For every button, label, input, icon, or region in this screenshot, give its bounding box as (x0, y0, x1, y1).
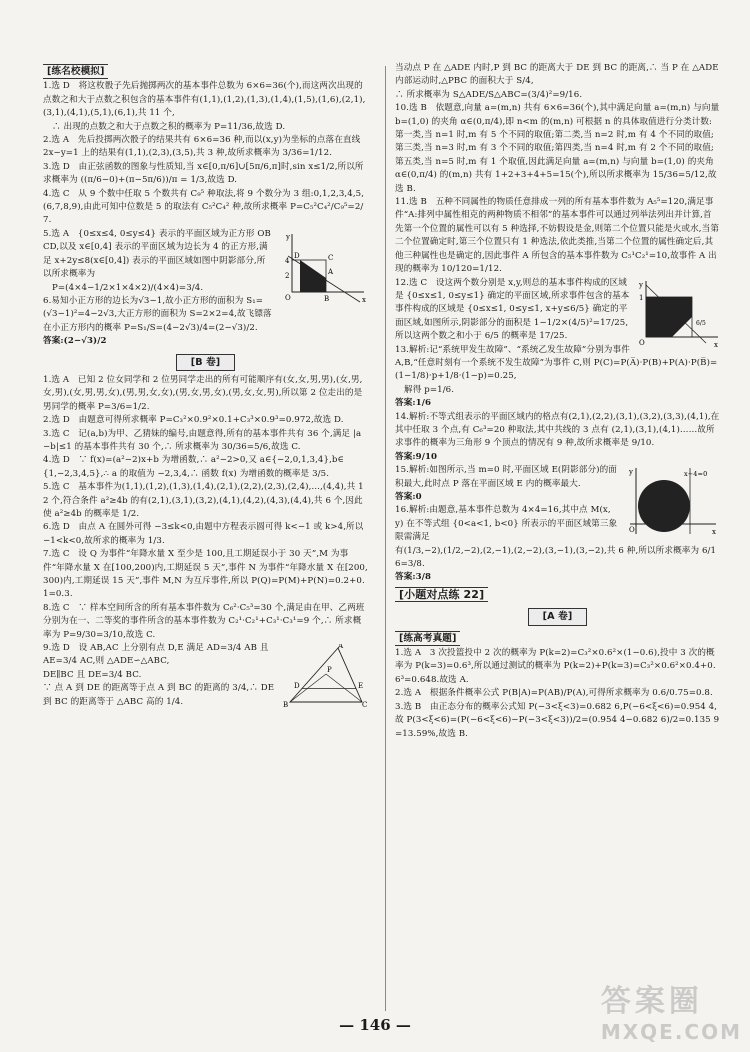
label-x: x (362, 295, 367, 304)
label-p: P (327, 666, 332, 675)
figure-q15-circle (624, 466, 720, 538)
solution-b7: 7.选 C 设 Q 为事件“年降水量 X 至少是 100,且工期延误小于 30 天”,M 为事件“年降水量 X 在[100,200)内,工期延误 5 天”,事件 N 为事件“年降水量 X 在[200,300)内,工期延误 15 天”,事件 M,N 为互斥事件,所以 P(Q)=P(M)+P(N)=0.2+0.1=0.3. (43, 549, 368, 600)
label-d: D (294, 682, 300, 691)
label-y: y (629, 468, 634, 477)
label-y: y (286, 232, 291, 241)
solution-a3: 3.选 B 由正态分布的概率公式知 P(−3<ξ<3)=0.682 6,P(−6<ξ<6)=0.954 4,故 P(3<ξ<6)=(P(−6<ξ<6)−P(−3<ξ<3))/2=(0.954 4−0.682 6)/2=0.135 9=13.59%,故选 B. (395, 701, 720, 739)
solution-10: 10.选 B 依题意,向量 a=(m,n) 共有 6×6=36(个),其中满足向量 a=(m,n) 与向量 b=(1,0) 的夹角 α∈(0,π/4),即 n<m 的(m,n) 可根据 n 的具体取值进行分类计数:第一类,当 n=1 时,m 有 5 个不同的取值;第二类,当 n=2 时,m 有 4 个不同的取值;第三类,当 n=3 时,m 有 3 个不同的取值;第四类,当 n=4 时,m 有 2 个不同的取值;第五类,当 n=5 时,m 有 1 个取值,因此满足向量 a=(m,n) 与向量 b=(1,0) 的夹角 α∈(0,π/4) 的(m,n) 共有 1+2+3+4+5=15(个),所以所求概率为 15/36=5/12,故选 B. (395, 103, 720, 194)
section-heading-school-practice: [练名校模拟] (43, 64, 108, 79)
label-e: E (358, 682, 364, 691)
solution-b9a: 9.选 D 设 AB,AC 上分别有点 D,E 满足 AD=3/4 AB 且 AE=3/4 AC,则 △ADE∽△ABC, (43, 643, 269, 667)
page-number: — 146 — (339, 1016, 411, 1034)
solution-b4: 4.选 D ∵ f(x)=(a²−2)x+b 为增函数,∴ a²−2>0,又 a∈{−2,0,1,3,4},b∈{1,−2,3,4,5},∴ a 的取值为 −2,3,4,∴ 函数 f(x) 为增函数的概率是 3/5. (43, 455, 344, 479)
solution-2: 2.选 A 先后投掷两次骰子的结果共有 6×6=36 种,而以(x,y)为坐标的点落在直线 2x−y=1 上的结果有(1,1),(2,3),(3,5),共 3 种,故所求概率为 3/36=1/12. (43, 135, 361, 159)
solution-16b: 有(1/3,−2),(1/2,−2),(2,−1),(2,−2),(3,−1),(3,−2),共 6 种,所以所求概率为 6/16=3/8. (395, 545, 717, 570)
label-c: C (328, 253, 334, 262)
solution-11: 11.选 B 五种不同属性的物质任意排成一列的所有基本事件数为 A₅⁵=120,满足事件“A:排列中属性相克的两种物质不相邻”的基本事件可以通过列举法列出并计算,首先第一个位置的属性可以有 5 种选择,不妨假设是金,则第二个位置只能是火或水,当第二个位置确定时,第三个位置只有 1 种选法,依此类推,当第二个位置的属性确定后,其他三种属性也是确定的,因此事件 A 所包含的基本事件数为 C₅¹C₂¹=10,故事件 A 出现的概率为 10/120=1/12. (395, 197, 720, 275)
section-heading-drill-22: [小题对点练 22] (395, 587, 488, 602)
solution-b6: 6.选 D 由点 A 在圆外可得 −3≤k<0,由题中方程表示圆可得 k<−1 或 k>4,所以 −1<k<0,故所求的概率为 1/3. (43, 522, 364, 546)
solution-5b: P=(4×4−1/2×1×4×2)/(4×4)=3/4. (52, 282, 204, 293)
solution-b9b: DE∥BC 且 DE=3/4 BC. (43, 669, 142, 680)
watermark-bottom: MXQE.COM (600, 1020, 742, 1044)
solution-b9c: ∵ 点 A 到 DE 的距离等于点 A 到 BC 的距离的 3/4,∴ DE 到 BC 的距离等于 △ABC 高的 1/4. (43, 683, 275, 707)
label-6-5: 6/5 (696, 319, 706, 327)
figure-q12-graph (636, 279, 720, 353)
label-x-minus-4: x−4=0 (684, 470, 708, 479)
solution-a1: 1.选 A 3 次投篮投中 2 次的概率为 P(k=2)=C₃²×0.6²×(1−0.6),投中 3 次的概率为 P(k=3)=0.6³,所以通过测试的概率为 P(k=2)+P(k=3)=C₃²×0.6²×0.4+0.6³=0.648.故选 A. (395, 648, 716, 685)
solution-16a: 16.解析:由题意,基本事件总数为 4×4=16,其中点 M(x,y) 在不等式组 {0<a<1, b<0} 所表示的平面区域第三象限需满足 (395, 505, 618, 543)
label-x: x (714, 340, 719, 349)
solution-1b: ∴ 出现的点数之和大于点数之积的概率为 P=11/36,故选 D. (52, 121, 286, 132)
solution-a2: 2.选 A 根据条件概率公式 P(B|A)=P(AB)/P(A),可得所求概率为 0.6/0.75=0.8. (395, 688, 713, 699)
solution-b8: 8.选 C ∵ 样本空间所含的所有基本事件数为 C₆²·C₅³=30 个,满足由在甲、乙两班分别为在一、二等奖的事件所含的基本事件数为 C₂¹·C₂¹+C₃¹·C₃¹=9 个,∴ 所求概率为 P=9/30=3/10,故选 C. (43, 602, 365, 640)
right-column (395, 62, 720, 741)
volume-b-heading: [B 卷] (43, 354, 368, 371)
answer-15: 答案:0 (395, 492, 422, 502)
watermark-top: 答案圈 (600, 984, 703, 1019)
solution-1a: 1.选 D 将这枚骰子先后抛掷两次的基本事件总数为 6×6=36(个),而这两次出现的点数之和大于点数之积包含的基本事件有(1,1),(1,2),(1,3),(1,4),(1,5),(1,6),(2,1),(3,1),(4,1),(5,1),(6,1),共 11 个, (43, 81, 366, 119)
solution-13a: 13.解析:记“系统甲发生故障”、“系统乙发生故障”分别为事件 A,B,“任意时刻有一个系统不发生故障”为事件 C,则 P(C)=P(A̅)·P(B)+P(A)·P(B̅)=(1−1/8)·p+1/8·(1−p)=0.25, (395, 344, 718, 382)
label-o: O (285, 293, 291, 302)
solution-b1: 1.选 A 已知 2 位女同学和 2 位男同学走出的所有可能顺序有(女,女,男,男),(女,男,女,男),(女,男,男,女),(男,男,女,女),(男,女,男,女),(男,女,女,男),所以第 2 位走出的是男同学的概率 P=3/6=1/2. (43, 374, 363, 412)
solution-15: 15.解析:如图所示,当 m=0 时,平面区域 E(阴影部分)的面积最大,此时点 P 落在平面区域 E 内的概率最大. (395, 465, 618, 489)
solution-12: 12.选 C 设这两个数分别是 x,y,则总的基本事件构成的区域是 {0≤x≤1, 0≤y≤1} 确定的平面区域,所求事件包含的基本事件构成的区域是 {0≤x≤1, 0≤y≤1, x+y≤6/5} 确定的平面区域,如图所示,阴影部分的面积是 1−1/2×(4/5)²=17/25,所以这两个数之和小于 6/5 的概率是 17/25. (395, 277, 630, 342)
label-2: 2 (285, 271, 290, 280)
label-d: D (294, 251, 300, 260)
volume-a-heading: [A 卷] (395, 608, 720, 625)
answer-6: 答案:(2−√3)/2 (43, 336, 107, 347)
solution-4: 4.选 C 从 9 个数中任取 5 个数共有 C₉⁵ 种取法,将 9 个数分为 3 组:0,1,2,3,4,5,(6,7,8,9),由此可知中位数是 5 的取法有 C₅²C₄² 种,故所求概率 P=C₅²C₄²/C₉⁵=2/7. (43, 188, 365, 226)
solution-b3: 3.选 C 记(a,b)为甲、乙猜妹的编号,由题意得,所有的基本事件共有 36 个,满足 |a−b|≤1 的基本事件共有 30 个,∴ 所求概率为 30/36=5/6,故选 C. (43, 428, 362, 452)
column-divider (385, 66, 386, 1011)
solution-13b: 解得 p=1/6. (404, 384, 455, 395)
label-o: O (639, 338, 645, 347)
label-b: B (283, 701, 289, 709)
solution-b5: 5.选 C 基本事件为(1,1),(1,2),(1,3),(1,4),(2,1),(2,2),(2,3),(2,4),…,(4,4),共 12 个,符合条件 a²≥4b 的有(2,1),(3,1),(3,2),(4,1),(4,2),(4,3),(4,4),共 6 个,因此使 a²≥4b 的概率是 1/2. (43, 482, 364, 519)
shaded-region (646, 297, 692, 337)
figure-q5-graph (278, 230, 368, 308)
solution-6: 6.易知小正方形的边长为√3−1,故小正方形的面积为 S₁=(√3−1)²=4−2√3,大正方形的面积为 S=2×2=4,故飞镖落在小正方形内的概率 P=S₁/S=(4−2√3)/4=(2−√3)/2. (43, 295, 272, 333)
answer-16: 答案:3/8 (395, 572, 432, 583)
shaded-region (300, 260, 326, 292)
watermark-logo (601, 976, 742, 1044)
solution-b2: 2.选 D 由题意可得所求概率 P=C₃²×0.9²×0.1+C₃³×0.9³=0.972,故选 D. (43, 415, 344, 426)
solution-3: 3.选 D 由正弦函数的图象与性质知,当 x∈[0,π/6]∪[5π/6,π]时,sin x≤1/2,所以所求概率为 ((π/6−0)+(π−5π/6))/π = 1/3,故选 D. (43, 161, 364, 186)
label-c: C (362, 701, 368, 709)
section-heading-gaokao: [练高考真题] (395, 631, 460, 646)
solution-5a: 5.选 A {0≤x≤4, 0≤y≤4} 表示的平面区域为正方形 OBCD,以及 x∈[0,4] 表示的平面区域为边长为 4 的正方形,满足 x+2y≤8(x∈[0,4]) 表示的平面区域如图中阴影部分,所以所求概率为 (43, 228, 271, 280)
label-x: x (712, 528, 717, 537)
solution-14: 14.解析:不等式组表示的平面区域内的格点有(2,1),(2,2),(3,1),(3,2),(3,3),(4,1),在其中任取 3 个点,有 C₆³=20 种取法,其中共线的 3 点有 (2,1),(3,1),(4,1)……故所求事件的概率为三角形 9 个顶点的情况有 9 种,故所求概率是 9/10. (395, 411, 720, 449)
segment-pc (326, 674, 362, 702)
solution-9-cont-a: 当动点 P 在 △ADE 内时,P 到 BC 的距离大于 DE 到 BC 的距离,∴ 当 P 在 △ADE 内部运动时,△PBC 的面积大于 S/4, (395, 63, 719, 87)
left-column (43, 62, 368, 710)
label-a: A (328, 267, 334, 276)
label-y: y (639, 280, 644, 289)
figure-q9-triangle (282, 644, 368, 708)
label-b: B (324, 294, 330, 303)
label-o: O (629, 526, 635, 535)
label-a: A (338, 644, 344, 651)
label-1: 1 (639, 293, 644, 302)
answer-13: 答案:1/6 (395, 398, 432, 409)
solution-9-cont-b: ∴ 所求概率为 S△ADE/S△ABC=(3/4)²=9/16. (395, 89, 583, 100)
answer-14: 答案:9/10 (395, 451, 438, 462)
label-4: 4 (285, 256, 290, 265)
